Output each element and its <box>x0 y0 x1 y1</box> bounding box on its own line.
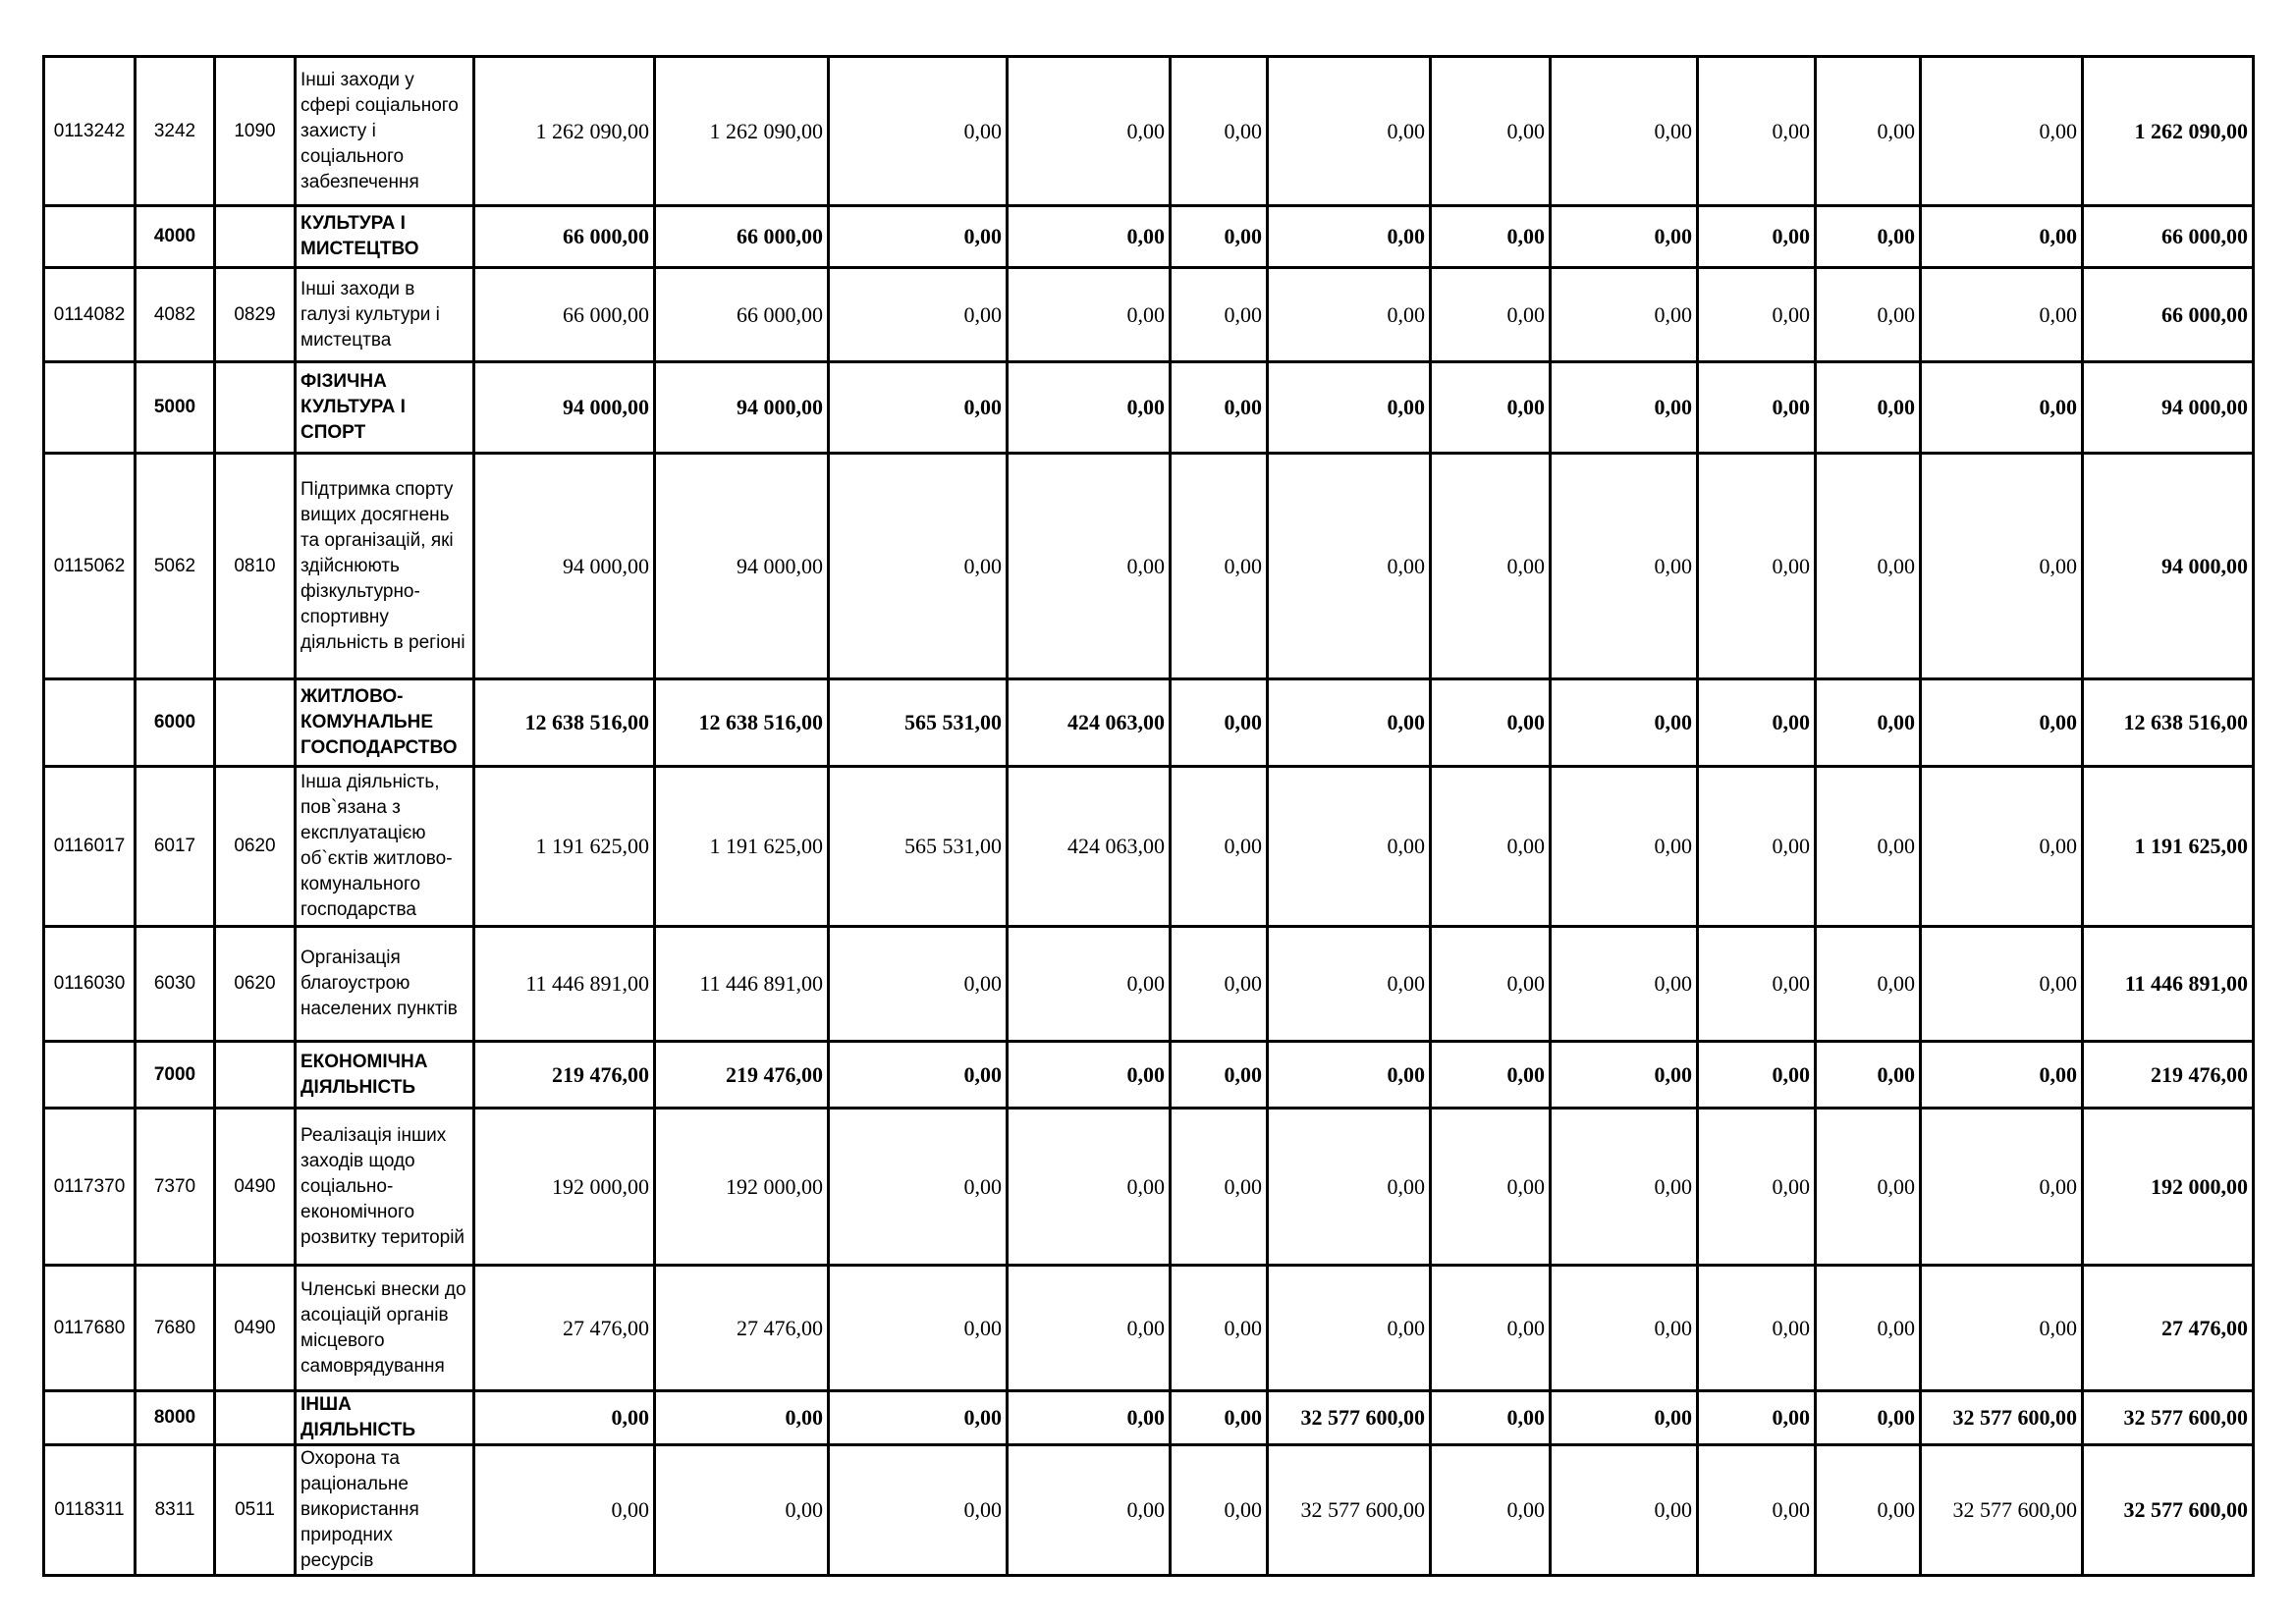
program-name-cell: ІНША ДІЯЛЬНІСТЬ <box>296 1391 474 1445</box>
table-row <box>44 767 2254 927</box>
amount-cell: 0,00 <box>1816 57 1921 206</box>
kfkv-code-cell <box>215 1391 296 1445</box>
amount-cell: 0,00 <box>655 1391 829 1445</box>
amount-cell: 0,00 <box>1551 1266 1698 1391</box>
amount-cell: 0,00 <box>1698 679 1816 767</box>
amount-cell: 0,00 <box>1171 1391 1268 1445</box>
amount-cell: 0,00 <box>1921 767 2083 927</box>
program-name-cell: Інші заходи в галузі культури і мистецтва <box>296 268 474 362</box>
amount-cell: 94 000,00 <box>655 454 829 679</box>
amount-cell: 0,00 <box>1008 206 1171 268</box>
amount-cell: 0,00 <box>1698 57 1816 206</box>
kfkv-code-cell: 1090 <box>215 57 296 206</box>
total-cell: 94 000,00 <box>2083 454 2254 679</box>
program-name-cell: КУЛЬТУРА І МИСТЕЦТВО <box>296 206 474 268</box>
program-code-cell: 0114082 <box>44 268 136 362</box>
total-cell: 219 476,00 <box>2083 1042 2254 1109</box>
amount-cell: 0,00 <box>1698 206 1816 268</box>
amount-cell: 32 577 600,00 <box>1268 1445 1431 1576</box>
amount-cell: 1 191 625,00 <box>655 767 829 927</box>
total-cell: 192 000,00 <box>2083 1109 2254 1266</box>
amount-cell: 565 531,00 <box>829 767 1008 927</box>
amount-cell: 424 063,00 <box>1008 767 1171 927</box>
amount-cell: 0,00 <box>1816 1391 1921 1445</box>
amount-cell: 0,00 <box>1008 1109 1171 1266</box>
amount-cell: 0,00 <box>1551 927 1698 1042</box>
amount-cell: 0,00 <box>1268 268 1431 362</box>
amount-cell: 0,00 <box>1551 57 1698 206</box>
budget-table <box>42 55 2255 1577</box>
kfkv-code-cell: 0829 <box>215 268 296 362</box>
amount-cell: 0,00 <box>1698 1266 1816 1391</box>
amount-cell: 0,00 <box>1008 268 1171 362</box>
amount-cell: 0,00 <box>1698 362 1816 454</box>
function-code-cell: 8000 <box>136 1391 215 1445</box>
table-row <box>44 927 2254 1042</box>
amount-cell: 0,00 <box>1551 268 1698 362</box>
amount-cell: 0,00 <box>1816 927 1921 1042</box>
program-code-cell <box>44 206 136 268</box>
amount-cell: 0,00 <box>829 362 1008 454</box>
program-code-cell: 0117370 <box>44 1109 136 1266</box>
amount-cell: 0,00 <box>829 206 1008 268</box>
kfkv-code-cell <box>215 1042 296 1109</box>
amount-cell: 0,00 <box>1268 57 1431 206</box>
amount-cell: 0,00 <box>1171 206 1268 268</box>
kfkv-code-cell: 0620 <box>215 927 296 1042</box>
amount-cell: 0,00 <box>1551 362 1698 454</box>
table-row <box>44 1445 2254 1576</box>
amount-cell: 0,00 <box>1921 1042 2083 1109</box>
function-code-cell: 6000 <box>136 679 215 767</box>
amount-cell: 0,00 <box>1551 679 1698 767</box>
amount-cell: 0,00 <box>1171 1445 1268 1576</box>
amount-cell: 0,00 <box>1268 362 1431 454</box>
total-cell: 1 262 090,00 <box>2083 57 2254 206</box>
amount-cell: 424 063,00 <box>1008 679 1171 767</box>
amount-cell: 0,00 <box>1268 454 1431 679</box>
program-code-cell: 0118311 <box>44 1445 136 1576</box>
total-cell: 32 577 600,00 <box>2083 1391 2254 1445</box>
amount-cell: 0,00 <box>1431 57 1551 206</box>
amount-cell: 0,00 <box>829 57 1008 206</box>
program-code-cell: 0117680 <box>44 1266 136 1391</box>
program-code-cell: 0116017 <box>44 767 136 927</box>
amount-cell: 0,00 <box>1171 1109 1268 1266</box>
amount-cell: 0,00 <box>1008 1391 1171 1445</box>
amount-cell: 0,00 <box>1921 1266 2083 1391</box>
amount-cell: 0,00 <box>1431 206 1551 268</box>
amount-cell: 0,00 <box>474 1445 655 1576</box>
table-row <box>44 1109 2254 1266</box>
function-code-cell: 7680 <box>136 1266 215 1391</box>
kfkv-code-cell: 0511 <box>215 1445 296 1576</box>
amount-cell: 12 638 516,00 <box>474 679 655 767</box>
amount-cell: 0,00 <box>1008 1266 1171 1391</box>
program-name-cell: ЖИТЛОВО-КОМУНАЛЬНЕ ГОСПОДАРСТВО <box>296 679 474 767</box>
amount-cell: 0,00 <box>1008 927 1171 1042</box>
table-row <box>44 268 2254 362</box>
program-name-cell: Інші заходи у сфері соціального захисту і соціального забезпечення <box>296 57 474 206</box>
amount-cell: 0,00 <box>1816 268 1921 362</box>
kfkv-code-cell: 0490 <box>215 1266 296 1391</box>
total-cell: 1 191 625,00 <box>2083 767 2254 927</box>
amount-cell: 94 000,00 <box>655 362 829 454</box>
amount-cell: 0,00 <box>1171 1042 1268 1109</box>
function-code-cell: 4082 <box>136 268 215 362</box>
amount-cell: 0,00 <box>1816 1445 1921 1576</box>
amount-cell: 66 000,00 <box>655 268 829 362</box>
amount-cell: 12 638 516,00 <box>655 679 829 767</box>
amount-cell: 0,00 <box>1268 767 1431 927</box>
amount-cell: 94 000,00 <box>474 454 655 679</box>
amount-cell: 0,00 <box>1008 1445 1171 1576</box>
amount-cell: 0,00 <box>1551 1391 1698 1445</box>
amount-cell: 0,00 <box>1268 1042 1431 1109</box>
amount-cell: 0,00 <box>1431 268 1551 362</box>
program-name-cell: ФІЗИЧНА КУЛЬТУРА І СПОРТ <box>296 362 474 454</box>
kfkv-code-cell: 0620 <box>215 767 296 927</box>
amount-cell: 0,00 <box>1698 1391 1816 1445</box>
function-code-cell: 6030 <box>136 927 215 1042</box>
amount-cell: 0,00 <box>1171 927 1268 1042</box>
amount-cell: 0,00 <box>1171 1266 1268 1391</box>
amount-cell: 0,00 <box>1921 679 2083 767</box>
amount-cell: 0,00 <box>1268 206 1431 268</box>
amount-cell: 0,00 <box>1431 1042 1551 1109</box>
amount-cell: 0,00 <box>1698 767 1816 927</box>
amount-cell: 0,00 <box>1008 57 1171 206</box>
total-cell: 32 577 600,00 <box>2083 1445 2254 1576</box>
total-cell: 12 638 516,00 <box>2083 679 2254 767</box>
amount-cell: 0,00 <box>1921 206 2083 268</box>
amount-cell: 0,00 <box>1816 362 1921 454</box>
amount-cell: 0,00 <box>1008 454 1171 679</box>
amount-cell: 0,00 <box>1431 362 1551 454</box>
function-code-cell: 7000 <box>136 1042 215 1109</box>
amount-cell: 0,00 <box>1816 679 1921 767</box>
amount-cell: 0,00 <box>1921 1109 2083 1266</box>
amount-cell: 0,00 <box>1816 454 1921 679</box>
amount-cell: 0,00 <box>1816 1042 1921 1109</box>
amount-cell: 0,00 <box>1698 927 1816 1042</box>
amount-cell: 0,00 <box>655 1445 829 1576</box>
amount-cell: 0,00 <box>1431 1266 1551 1391</box>
amount-cell: 565 531,00 <box>829 679 1008 767</box>
program-name-cell: Членські внески до асоціацій органів місцевого самоврядування <box>296 1266 474 1391</box>
function-code-cell: 4000 <box>136 206 215 268</box>
amount-cell: 66 000,00 <box>474 206 655 268</box>
total-cell: 66 000,00 <box>2083 206 2254 268</box>
program-name-cell: Організація благоустрою населених пунктів <box>296 927 474 1042</box>
amount-cell: 0,00 <box>1921 268 2083 362</box>
program-code-cell <box>44 1042 136 1109</box>
amount-cell: 192 000,00 <box>655 1109 829 1266</box>
program-code-cell: 0115062 <box>44 454 136 679</box>
amount-cell: 0,00 <box>1171 454 1268 679</box>
amount-cell: 0,00 <box>1816 206 1921 268</box>
amount-cell: 0,00 <box>1551 1042 1698 1109</box>
amount-cell: 0,00 <box>1921 927 2083 1042</box>
amount-cell: 0,00 <box>829 1109 1008 1266</box>
amount-cell: 11 446 891,00 <box>655 927 829 1042</box>
amount-cell: 0,00 <box>1171 362 1268 454</box>
amount-cell: 0,00 <box>1816 767 1921 927</box>
amount-cell: 32 577 600,00 <box>1921 1391 2083 1445</box>
function-code-cell: 7370 <box>136 1109 215 1266</box>
amount-cell: 0,00 <box>1698 268 1816 362</box>
amount-cell: 0,00 <box>1171 268 1268 362</box>
amount-cell: 0,00 <box>829 1266 1008 1391</box>
amount-cell: 1 191 625,00 <box>474 767 655 927</box>
amount-cell: 1 262 090,00 <box>655 57 829 206</box>
amount-cell: 0,00 <box>1551 767 1698 927</box>
amount-cell: 0,00 <box>474 1391 655 1445</box>
program-code-cell: 0116030 <box>44 927 136 1042</box>
program-code-cell <box>44 362 136 454</box>
function-code-cell: 8311 <box>136 1445 215 1576</box>
function-code-cell: 5062 <box>136 454 215 679</box>
amount-cell: 0,00 <box>1431 1391 1551 1445</box>
amount-cell: 0,00 <box>1268 1266 1431 1391</box>
function-code-cell: 6017 <box>136 767 215 927</box>
amount-cell: 0,00 <box>1431 767 1551 927</box>
amount-cell: 0,00 <box>1431 454 1551 679</box>
amount-cell: 0,00 <box>1551 1109 1698 1266</box>
amount-cell: 27 476,00 <box>655 1266 829 1391</box>
total-cell: 27 476,00 <box>2083 1266 2254 1391</box>
kfkv-code-cell <box>215 206 296 268</box>
amount-cell: 0,00 <box>1268 679 1431 767</box>
amount-cell: 0,00 <box>1698 454 1816 679</box>
amount-cell: 0,00 <box>1551 454 1698 679</box>
amount-cell: 0,00 <box>1921 57 2083 206</box>
program-code-cell <box>44 1391 136 1445</box>
section-row <box>44 206 2254 268</box>
amount-cell: 27 476,00 <box>474 1266 655 1391</box>
program-code-cell: 0113242 <box>44 57 136 206</box>
amount-cell: 0,00 <box>829 454 1008 679</box>
amount-cell: 0,00 <box>1921 362 2083 454</box>
kfkv-code-cell <box>215 679 296 767</box>
total-cell: 94 000,00 <box>2083 362 2254 454</box>
amount-cell: 0,00 <box>1816 1266 1921 1391</box>
total-cell: 11 446 891,00 <box>2083 927 2254 1042</box>
amount-cell: 0,00 <box>1171 679 1268 767</box>
section-row <box>44 362 2254 454</box>
amount-cell: 0,00 <box>1698 1445 1816 1576</box>
amount-cell: 0,00 <box>1268 927 1431 1042</box>
section-row <box>44 1042 2254 1109</box>
amount-cell: 0,00 <box>1431 927 1551 1042</box>
table-row <box>44 57 2254 206</box>
program-code-cell <box>44 679 136 767</box>
amount-cell: 219 476,00 <box>655 1042 829 1109</box>
table-row <box>44 1266 2254 1391</box>
amount-cell: 66 000,00 <box>474 268 655 362</box>
section-row <box>44 1391 2254 1445</box>
amount-cell: 0,00 <box>1431 679 1551 767</box>
amount-cell: 0,00 <box>1698 1042 1816 1109</box>
kfkv-code-cell: 0490 <box>215 1109 296 1266</box>
amount-cell: 11 446 891,00 <box>474 927 655 1042</box>
amount-cell: 0,00 <box>1431 1445 1551 1576</box>
amount-cell: 0,00 <box>1698 1109 1816 1266</box>
amount-cell: 0,00 <box>1551 206 1698 268</box>
amount-cell: 0,00 <box>1008 1042 1171 1109</box>
program-name-cell: ЕКОНОМІЧНА ДІЯЛЬНІСТЬ <box>296 1042 474 1109</box>
amount-cell: 219 476,00 <box>474 1042 655 1109</box>
amount-cell: 32 577 600,00 <box>1921 1445 2083 1576</box>
table-row <box>44 454 2254 679</box>
amount-cell: 0,00 <box>1171 57 1268 206</box>
program-name-cell: Інша діяльність, пов`язана з експлуатацією об`єктів житлово-комунального господарства <box>296 767 474 927</box>
amount-cell: 0,00 <box>1431 1109 1551 1266</box>
amount-cell: 0,00 <box>1816 1109 1921 1266</box>
kfkv-code-cell: 0810 <box>215 454 296 679</box>
amount-cell: 66 000,00 <box>655 206 829 268</box>
program-name-cell: Підтримка спорту вищих досягнень та організацій, які здійснюють фізкультурно-спортивну діяльність в регіоні <box>296 454 474 679</box>
amount-cell: 0,00 <box>829 927 1008 1042</box>
function-code-cell: 3242 <box>136 57 215 206</box>
amount-cell: 0,00 <box>1268 1109 1431 1266</box>
amount-cell: 0,00 <box>829 1042 1008 1109</box>
function-code-cell: 5000 <box>136 362 215 454</box>
amount-cell: 0,00 <box>1921 454 2083 679</box>
amount-cell: 0,00 <box>829 1391 1008 1445</box>
amount-cell: 0,00 <box>1551 1445 1698 1576</box>
total-cell: 66 000,00 <box>2083 268 2254 362</box>
amount-cell: 0,00 <box>1171 767 1268 927</box>
amount-cell: 32 577 600,00 <box>1268 1391 1431 1445</box>
kfkv-code-cell <box>215 362 296 454</box>
amount-cell: 0,00 <box>1008 362 1171 454</box>
amount-cell: 192 000,00 <box>474 1109 655 1266</box>
amount-cell: 0,00 <box>829 268 1008 362</box>
amount-cell: 0,00 <box>829 1445 1008 1576</box>
program-name-cell: Охорона та раціональне використання природних ресурсів <box>296 1445 474 1576</box>
section-row <box>44 679 2254 767</box>
amount-cell: 1 262 090,00 <box>474 57 655 206</box>
amount-cell: 94 000,00 <box>474 362 655 454</box>
program-name-cell: Реалізація інших заходів щодо соціально-економічного розвитку територій <box>296 1109 474 1266</box>
